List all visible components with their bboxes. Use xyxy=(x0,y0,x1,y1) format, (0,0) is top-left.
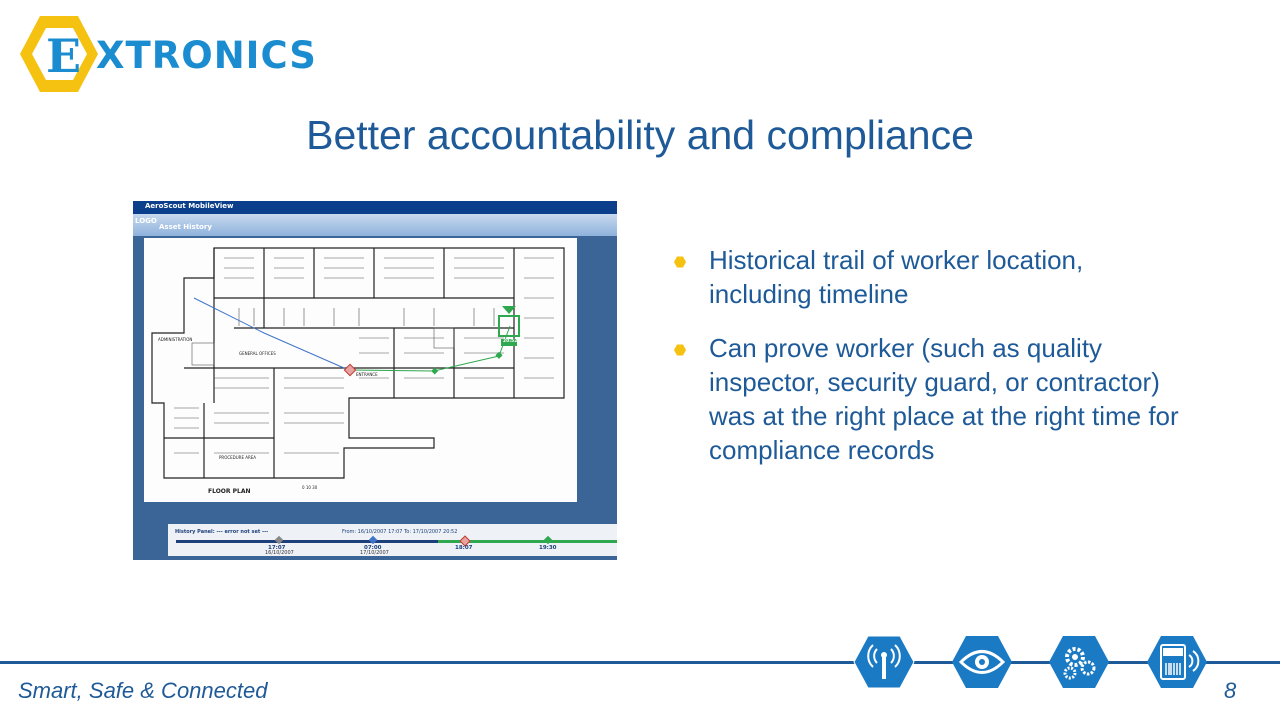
timeline-tick-time: 07:00 xyxy=(364,545,382,551)
svg-text:E: E xyxy=(46,29,82,83)
timeline-tick-time: 17:07 xyxy=(268,545,286,551)
floor-plan-drawing xyxy=(144,238,577,502)
view-header xyxy=(133,214,617,236)
view-logo-label: LOGO xyxy=(135,217,157,225)
extronics-logo xyxy=(18,14,317,96)
bullet-text: Historical trail of worker location, including timeline xyxy=(709,245,1084,309)
floor-scale: 0 10 30 xyxy=(302,485,318,490)
history-date-range: From: 16/10/2007 17:07 To: 17/10/2007 20:52 xyxy=(342,529,458,535)
floor-label-procedure-area: PROCEDURE AREA xyxy=(219,455,257,460)
asset-history-screenshot xyxy=(133,201,617,560)
window-titlebar xyxy=(133,201,617,214)
slide-title: Better accountability and compliance xyxy=(306,112,974,158)
gears-icon xyxy=(1048,635,1110,689)
floor-plan-map xyxy=(144,238,577,502)
rfid-tag-icon xyxy=(1146,635,1208,689)
bullet-list xyxy=(672,243,1192,467)
wireless-tower-icon xyxy=(853,635,915,689)
location-time-tag: 20:52 xyxy=(503,339,518,344)
view-title: Asset History xyxy=(159,223,212,231)
hexagon-bullet-icon xyxy=(674,344,686,356)
history-panel-label: History Panel: --- error not set --- xyxy=(175,529,269,535)
footer-tagline: Smart, Safe & Connected xyxy=(18,678,268,703)
timeline-tick-date: 16/10/2007 xyxy=(265,550,294,556)
floor-label-administration: ADMINISTRATION xyxy=(158,337,193,342)
hexagon-bullet-icon xyxy=(674,256,686,268)
floor-label-entrance: ENTRANCE xyxy=(356,372,378,377)
bullet-item xyxy=(672,243,1192,311)
history-panel xyxy=(168,524,617,556)
timeline-tick-date: 17/10/2007 xyxy=(360,550,389,556)
timeline-tick-time: 19:30 xyxy=(539,545,557,551)
eye-icon xyxy=(951,635,1013,689)
bullet-item xyxy=(672,331,1192,467)
floor-label-general-offices: GENERAL OFFICES xyxy=(239,351,276,356)
floor-label-floor-plan: FLOOR PLAN xyxy=(208,488,251,495)
bullet-text: Can prove worker (such as quality inspector, security guard, or contractor) was at the right place at the right time for compliance records xyxy=(709,333,1179,465)
page-number: 8 xyxy=(1224,678,1237,703)
logo-text: XTRONICS xyxy=(96,34,317,77)
timeline-tick-time: 18:07 xyxy=(455,545,473,551)
window-title: AeroScout MobileView xyxy=(145,202,234,210)
